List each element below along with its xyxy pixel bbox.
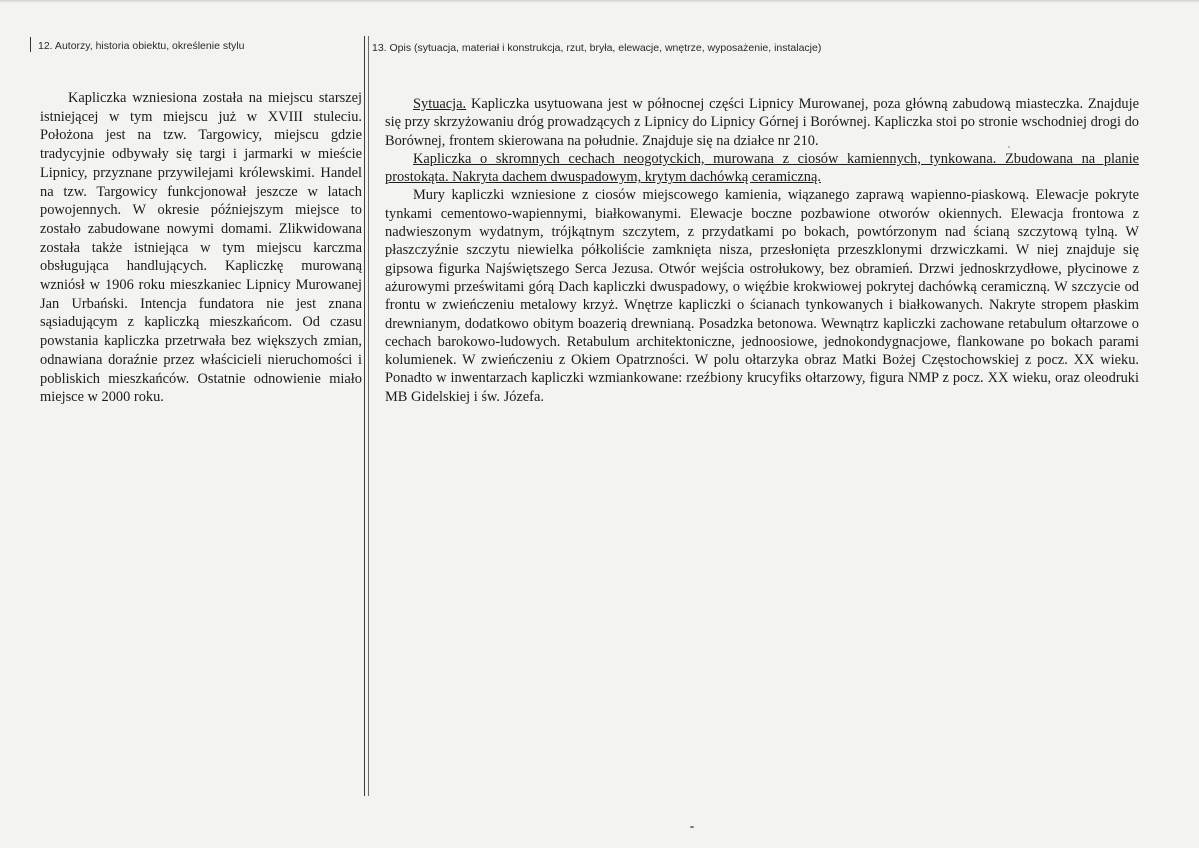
summary-paragraph xyxy=(385,150,1139,187)
situation-lead: Sytuacja. xyxy=(413,96,467,112)
column-divider xyxy=(364,36,365,796)
construction-paragraph: Mury kapliczki wzniesione z ciosów miejscowego kamienia, wiązanego zaprawą wapienno-piaskową. Elewacje pokryte tynkami cementowo-wapiennymi, białkowanymi. Elewacje boczne pozbawione otworów okiennych. Elewacja frontowa z nadwieszonym wydatnym, trójkątnym szczytem, z przydatkami po bokach, powtórzonym nad ścianą szczytową tylną. W płaszczyźnie szczytu niewielka półkoliście zamknięta nisza, przesłonięta przeszklonymi drzwiczkami. W niej znajduje się gipsowa figurka Najświętszego Serca Jezusa. Otwór wejścia ostrołukowy, bez obramień. Drzwi jednoskrzydłowe, płycinowe z ażurowymi prześwitami górą Dach kapliczki dwuspadowy, o więźbie krokwiowej pokrytej dachówką ceramiczną. W szczycie od frontu w zwieńczeniu metalowy krzyż. Wnętrze kapliczki o ścianach tynkowanych i białkowanych. Nakryte stropem płaskim drewnianym, dodatkowo obitym boazerią drewnianą. Posadzka betonowa. Wewnątrz kapliczki zachowane retabulum ołtarzowe o cechach barokowo-ludowych. Retabulum architektoniczne, jednoosiowe, jednokondygnacjowe, flankowane po bokach parami kolumienek. W zwieńczeniu z Okiem Opatrzności. W polu ołtarzyka obraz Matki Bożej Częstochowskiej z pocz. XX wieku. Ponadto w inwentarzach kapliczki wzmiankowane: rzeźbiony krucyfiks ołtarzowy, figura NMP z pocz. XX wieku, oraz oleodruki MB Gidelskiej i św. Józefa. xyxy=(385,187,1139,405)
description-column xyxy=(385,95,1139,406)
situation-paragraph xyxy=(385,95,1139,150)
summary-text: Kapliczka o skromnych cechach neogotyckich, murowana z ciosów kamiennych, tynkowana. Zbudowana na planie prostokąta. Nakryta dachem dwuspadowym, krytym dachówką ceramiczną. xyxy=(385,150,1139,186)
situation-text: Kapliczka usytuowana jest w północnej części Lipnicy Murowanej, poza główną zabudową miasteczka. Znajduje się przy skrzyżowaniu dróg prowadzących z Lipnicy do Lipnicy Górnej i Borównej. Kapliczka stoi po stronie wschodniej drogi do Borównej, frontem skierowana na południe. Znajduje się na działce nr 210. xyxy=(385,96,1139,149)
page-edge xyxy=(0,0,1199,3)
column-divider-inner xyxy=(368,36,369,796)
header-marker xyxy=(30,37,31,52)
section-12-header: 12. Autorzy, historia obiektu, określenie stylu xyxy=(38,40,245,52)
scan-speck xyxy=(1008,146,1010,148)
history-text: Kapliczka wzniesiona została na miejscu starszej istniejącej w tym miejscu już w XVIII stuleciu. Położona jest na tzw. Targowicy, miejscu gdzie tradycyjnie odbywały się targi i jarmarki w mieście Lipnicy, przyznane przywilejami królewskimi. Handel na tzw. Targowicy funkcjonował jeszcze w latach powojennych. W okresie późniejszym miejsce to zostało zabudowane nowymi domami. Zlikwidowana została także istniejąca w tym miejscu karczma obsługująca handlujących. Kapliczkę murowaną wzniósł w 1906 roku mieszkaniec Lipnicy Murowanej Jan Urbański. Intencja fundatora nie jest znana sąsiadującym z kapliczką mieszkańcom. Od czasu powstania kapliczka przetrwała bez większych zmian, odnawiana doraźnie przez właścicieli nieruchomości i pobliskich mieszkańców. Ostatnie odnowienie miało miejsce w 2000 roku. xyxy=(40,90,362,406)
section-13-header: 13. Opis (sytuacja, materiał i konstrukcja, rzut, bryła, elewacje, wnętrze, wyposażenie, instalacje) xyxy=(372,42,822,54)
scan-speck xyxy=(690,826,694,828)
